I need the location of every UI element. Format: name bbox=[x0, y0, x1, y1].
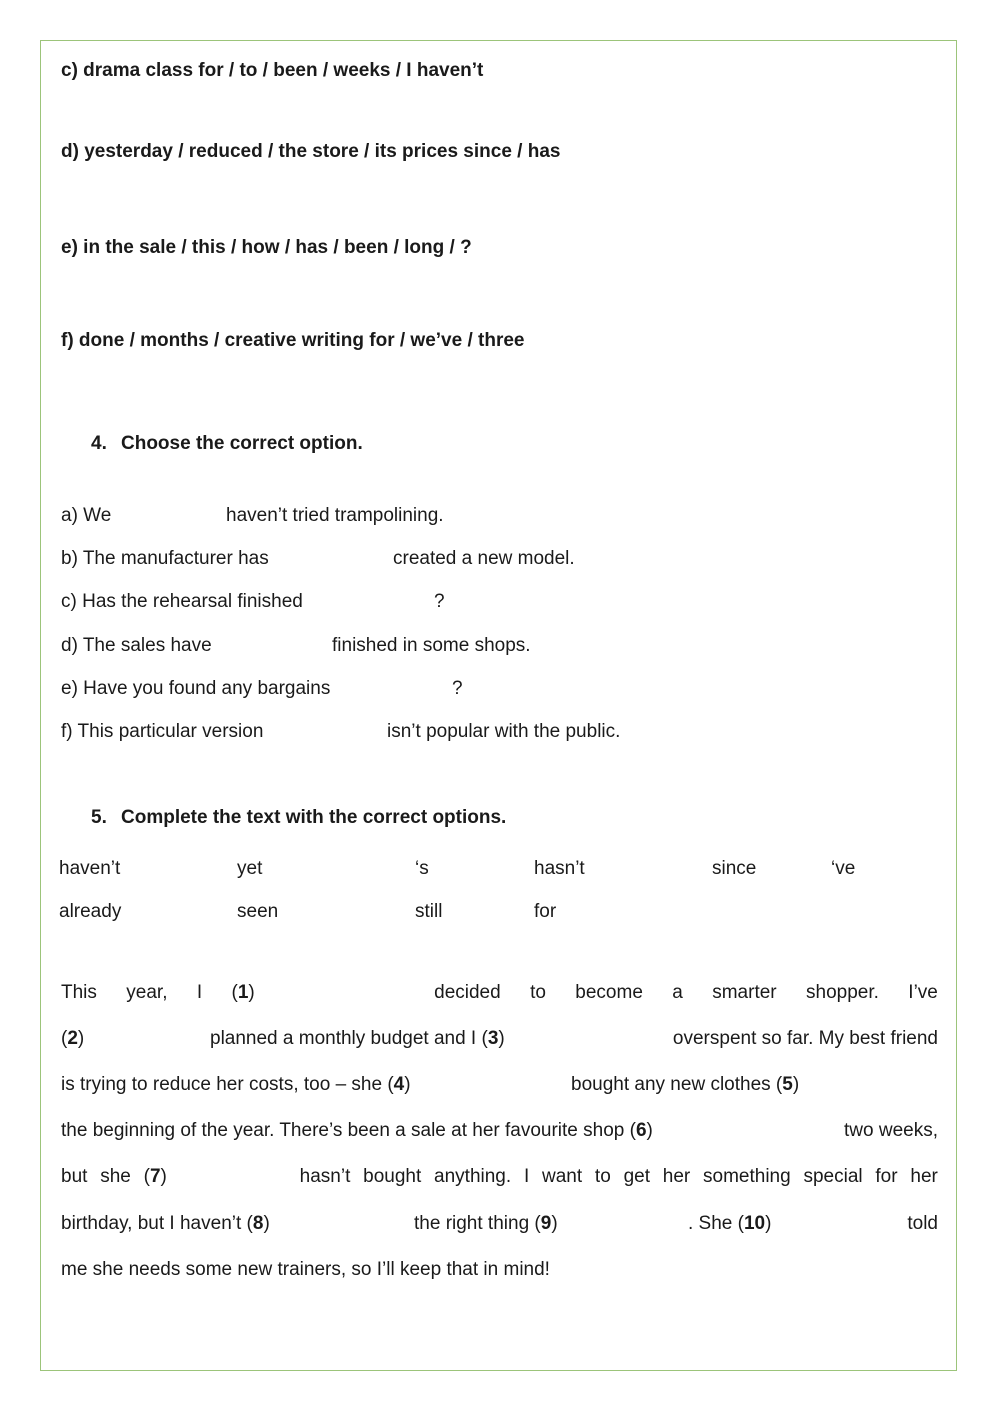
ex3-item-d: d) yesterday / reduced / the store / its prices since / has bbox=[61, 141, 561, 162]
ex4-item-a-after: haven’t tried trampolining. bbox=[226, 505, 444, 526]
ex4-item-b-after: created a new model. bbox=[393, 548, 575, 569]
word: decided bbox=[434, 982, 501, 1003]
word: I’ve bbox=[908, 982, 938, 1003]
word: something bbox=[703, 1166, 791, 1187]
word: special bbox=[803, 1166, 863, 1187]
word-bank-item: yet bbox=[237, 858, 263, 879]
ex5-number: 5. bbox=[91, 807, 107, 828]
blank-7-label: (7) bbox=[143, 1166, 167, 1187]
word-bank-item: ‘ve bbox=[831, 858, 856, 879]
ex5-heading bbox=[91, 807, 506, 829]
blank-9-label: the right thing (9) bbox=[414, 1213, 558, 1234]
text-line-7: me she needs some new trainers, so I’ll keep that in mind! bbox=[61, 1259, 550, 1280]
word-bank-item: already bbox=[59, 901, 122, 922]
word: shopper. bbox=[806, 982, 879, 1003]
blank-4-label: is trying to reduce her costs, too – she (4) bbox=[61, 1074, 411, 1095]
word: I bbox=[523, 1166, 530, 1187]
word: hasn’t bbox=[299, 1166, 351, 1187]
text-line-1 bbox=[61, 982, 938, 1004]
text-fragment: two weeks, bbox=[844, 1120, 938, 1141]
word: a bbox=[672, 982, 683, 1003]
word-bank-item: seen bbox=[237, 901, 279, 922]
word: to bbox=[530, 982, 546, 1003]
ex4-item-b-before: b) The manufacturer has bbox=[61, 548, 269, 569]
word: I bbox=[196, 982, 203, 1003]
ex4-item-d-before: d) The sales have bbox=[61, 635, 212, 656]
blank-8-label: birthday, but I haven’t (8) bbox=[61, 1213, 270, 1234]
ex4-item-f-after: isn’t popular with the public. bbox=[387, 721, 621, 742]
ex5-title: Complete the text with the correct options. bbox=[121, 807, 507, 828]
word: bought bbox=[363, 1166, 422, 1187]
ex4-item-d-after: finished in some shops. bbox=[332, 635, 531, 656]
word-bank-item: for bbox=[534, 901, 557, 922]
blank-6-label: the beginning of the year. There’s been a sale at her favourite shop (6) bbox=[61, 1120, 653, 1141]
word: become bbox=[575, 982, 643, 1003]
ex3-item-e: e) in the sale / this / how / has / been / long / ? bbox=[61, 237, 472, 258]
text-fragment: overspent so far. My best friend bbox=[672, 1028, 938, 1049]
ex4-heading bbox=[91, 433, 363, 455]
ex4-item-c-before: c) Has the rehearsal finished bbox=[61, 591, 303, 612]
blank-2-label: (2) bbox=[61, 1028, 85, 1049]
text-line-5 bbox=[61, 1166, 938, 1188]
word: her bbox=[662, 1166, 691, 1187]
word: to bbox=[594, 1166, 611, 1187]
ex3-item-f: f) done / months / creative writing for / we’ve / three bbox=[61, 330, 525, 351]
word-bank-item: haven’t bbox=[59, 858, 121, 879]
word: she bbox=[100, 1166, 131, 1187]
word: her bbox=[910, 1166, 938, 1187]
ex4-item-f-before: f) This particular version bbox=[61, 721, 264, 742]
ex4-item-a-before: a) We bbox=[61, 505, 112, 526]
word-bank-item: still bbox=[415, 901, 443, 922]
ex4-item-c-after: ? bbox=[434, 591, 445, 612]
blank-10-label: . She (10) bbox=[688, 1213, 772, 1234]
word: This bbox=[61, 982, 97, 1003]
word: but bbox=[61, 1166, 88, 1187]
ex4-number: 4. bbox=[91, 433, 107, 454]
blank-3-label: planned a monthly budget and I (3) bbox=[210, 1028, 505, 1049]
word: year, bbox=[126, 982, 168, 1003]
word: get bbox=[623, 1166, 650, 1187]
ex4-title: Choose the correct option. bbox=[121, 433, 363, 454]
word: for bbox=[875, 1166, 898, 1187]
ex4-item-e-after: ? bbox=[452, 678, 463, 699]
word-bank-item: ‘s bbox=[415, 858, 429, 879]
word: want bbox=[542, 1166, 583, 1187]
word-bank-item: since bbox=[712, 858, 757, 879]
word: smarter bbox=[712, 982, 777, 1003]
text-fragment: told bbox=[907, 1213, 938, 1234]
ex3-item-c: c) drama class for / to / been / weeks / I haven’t bbox=[61, 60, 484, 81]
blank-1-label: (1) bbox=[231, 982, 255, 1003]
word: anything. bbox=[434, 1166, 512, 1187]
blank-5-label: bought any new clothes (5) bbox=[571, 1074, 800, 1095]
word-bank-item: hasn’t bbox=[534, 858, 585, 879]
ex4-item-e-before: e) Have you found any bargains bbox=[61, 678, 331, 699]
